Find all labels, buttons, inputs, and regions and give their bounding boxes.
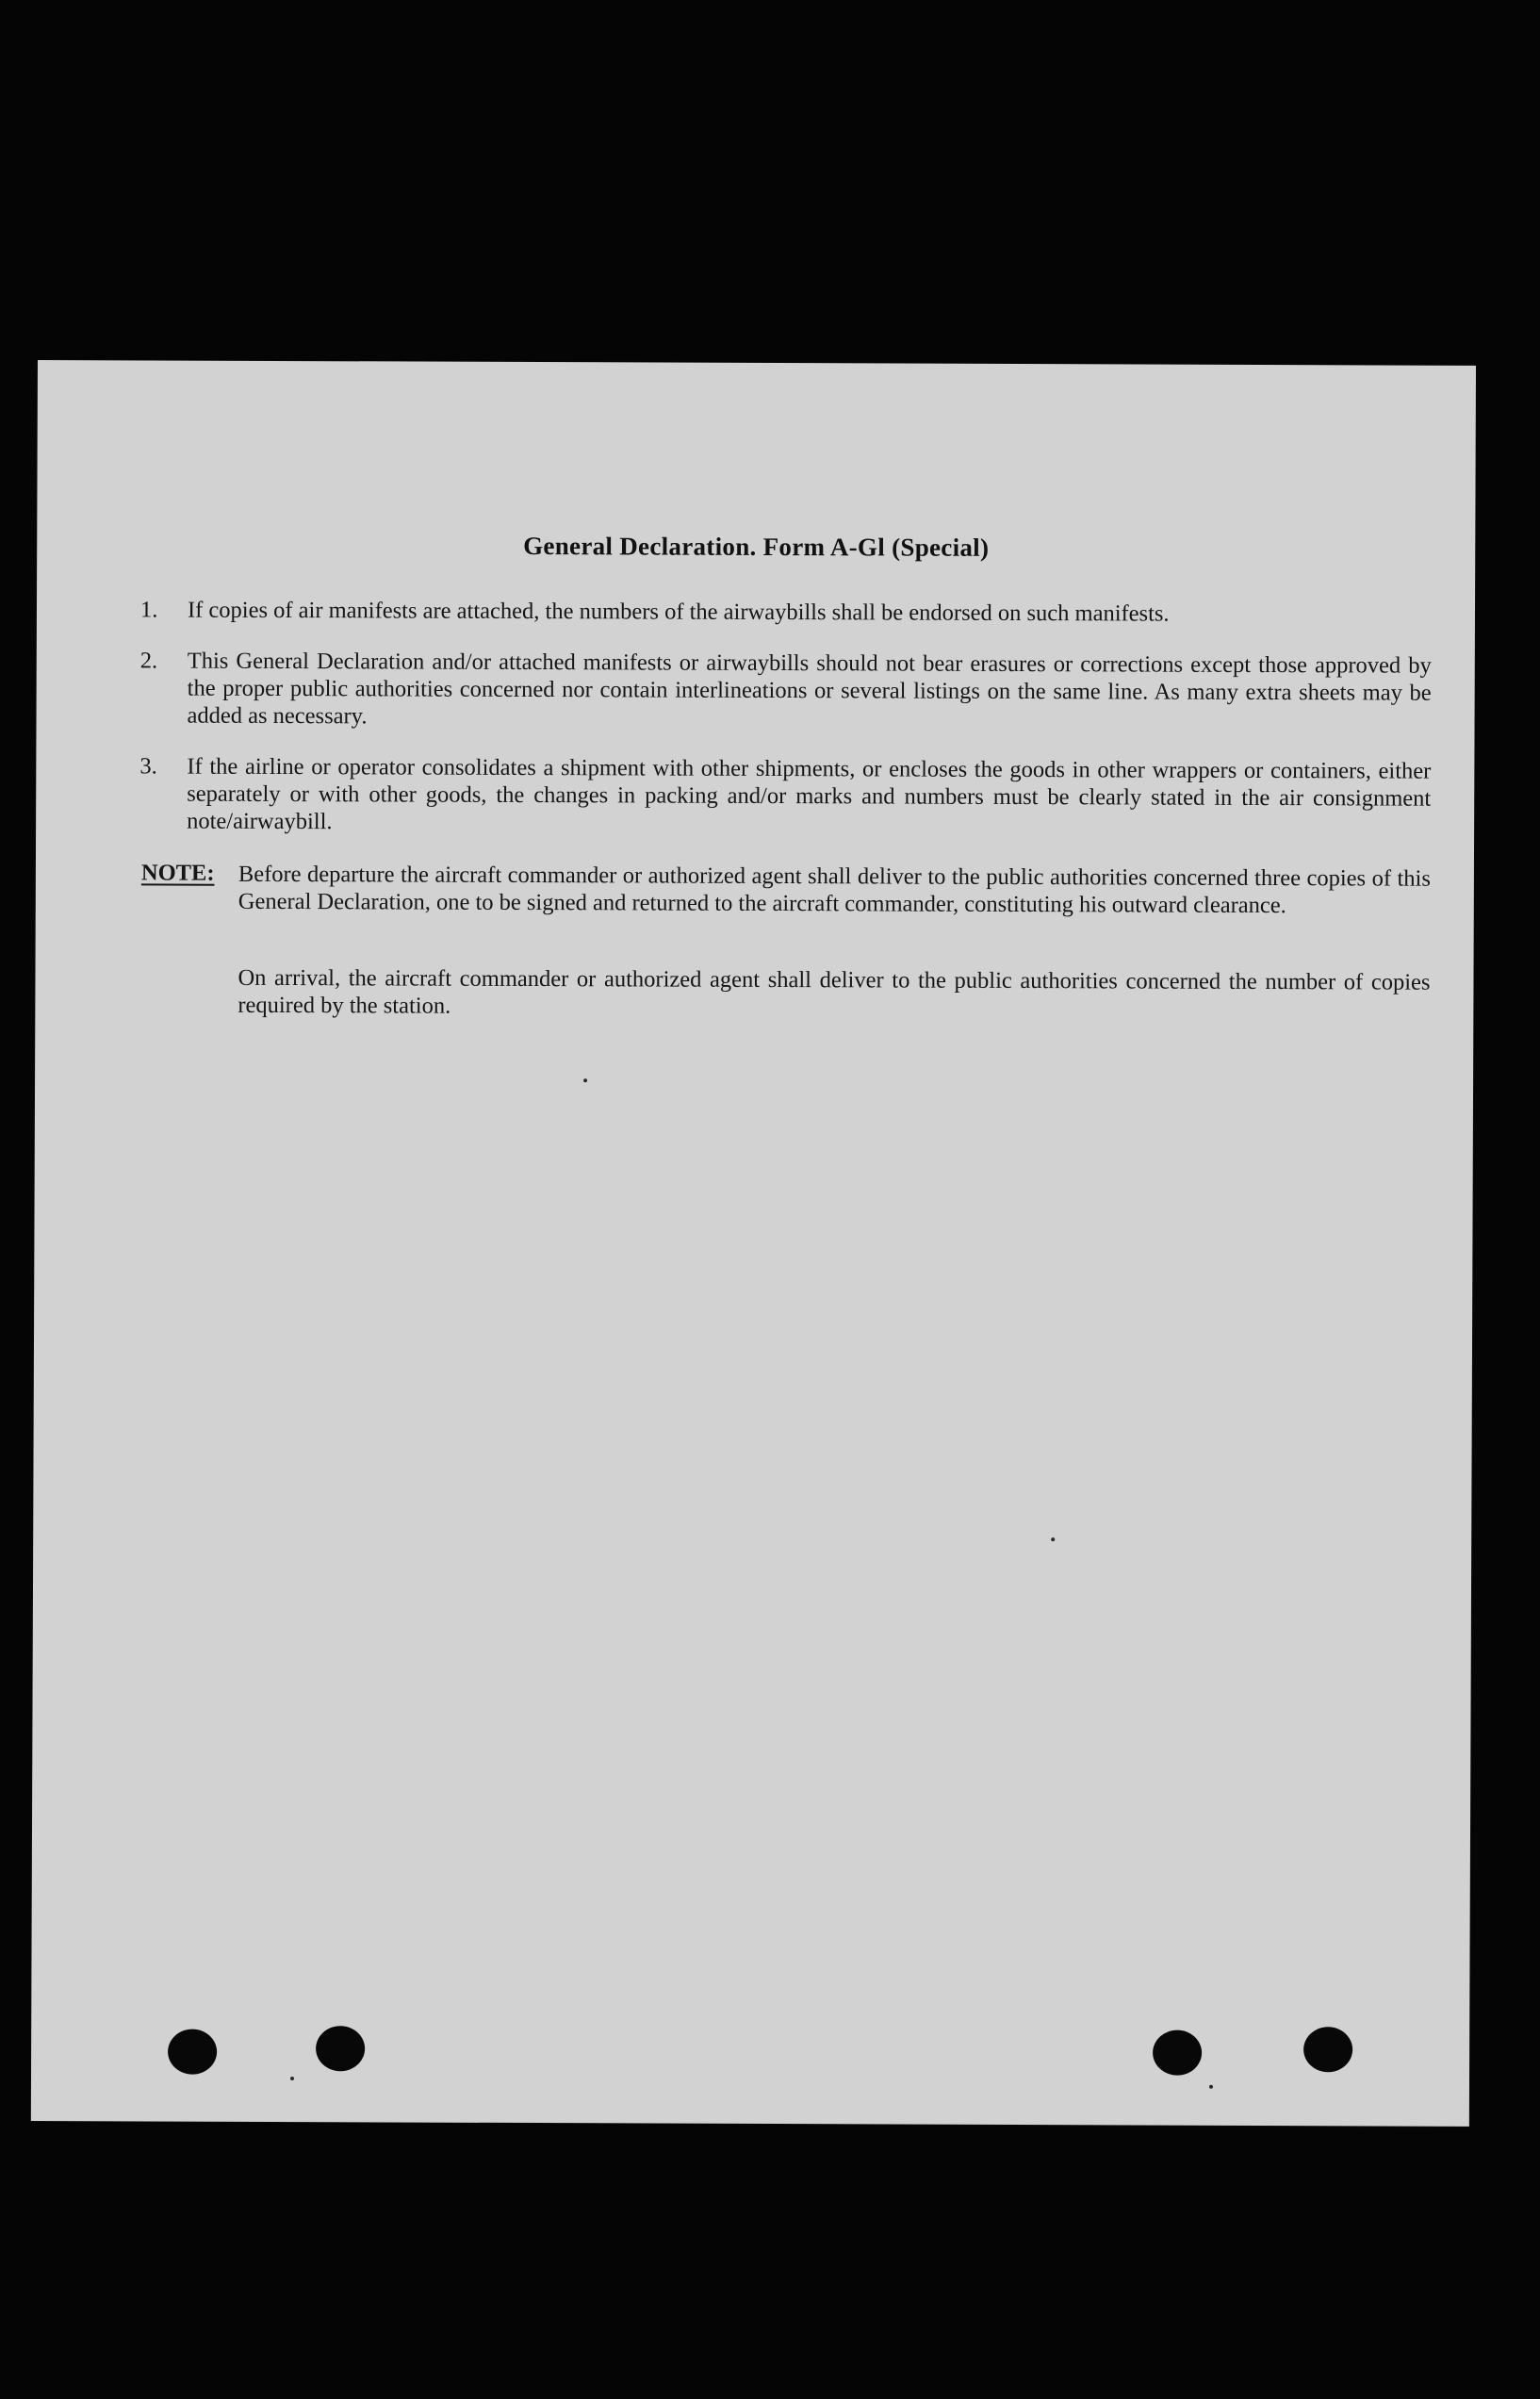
punch-hole [1153,2030,1202,2076]
item-text: If the airline or operator consolidates a shipment with other shipments, or encloses the goods in other wrappers or containers, either separately or with other goods, the changes in packing and/or marks and numbers must be clearly stated in the air consignment note/airwaybill. [187,753,1432,835]
document-title: General Declaration. Form A-Gl (Special) [523,531,990,562]
punch-hole [316,2026,365,2071]
item-number: 1. [139,597,158,623]
speck [1209,2085,1213,2089]
list-item [140,596,1432,628]
punch-hole [168,2029,217,2075]
list-item [139,752,1431,839]
speck [583,1078,587,1082]
item-number: 2. [139,648,158,674]
speck [1051,1537,1055,1541]
item-text: If copies of air manifests are attached, the numbers of the airwaybills shall be endorsed on such manifests. [187,597,1170,627]
document-page [31,360,1476,2127]
speck [290,2077,294,2080]
note-label: NOTE: [140,860,215,886]
note-paragraph: On arrival, the aircraft commander or authorized agent shall deliver to the public authorities concerned the number of copies required by the station. [238,964,1431,1019]
punch-hole [1303,2027,1352,2072]
list-item [139,647,1431,733]
note-paragraph: Before departure the aircraft commander or authorized agent shall deliver to the public authorities concerned three copies of this General Declaration, one to be signed and returned to the aircraft commander, constituting his outward clearance. [238,861,1431,919]
item-number: 3. [139,753,157,780]
item-text: This General Declaration and/or attached manifests or airwaybills should not bear erasures or corrections except those approved by the proper public authorities concerned nor contain interlineations or several listings on the same line. As many extra sheets may be added as necessary. [187,648,1432,730]
